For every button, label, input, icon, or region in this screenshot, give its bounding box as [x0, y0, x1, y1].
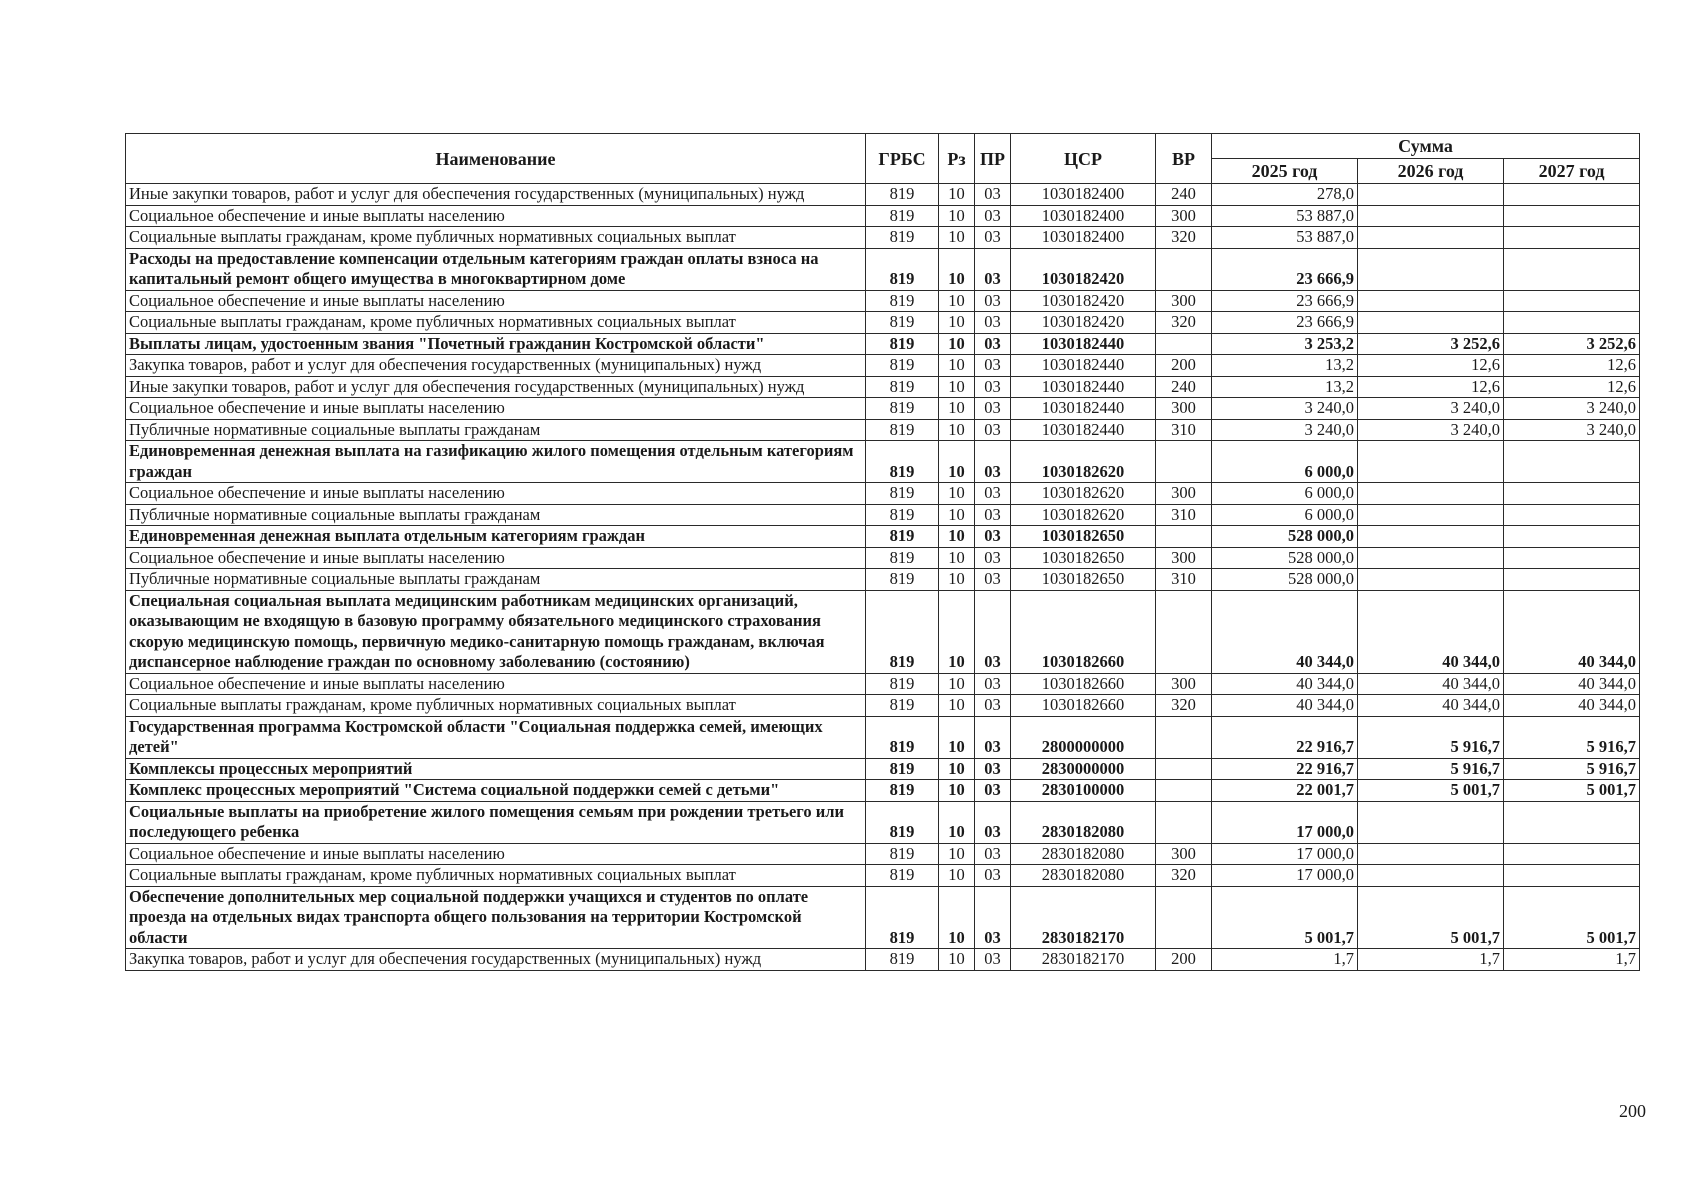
cell-2025: 5 001,7 [1212, 886, 1358, 949]
cell-2026: 3 240,0 [1358, 398, 1504, 420]
cell-csr: 2830182080 [1011, 801, 1156, 843]
cell-pr: 03 [975, 376, 1011, 398]
cell-pr: 03 [975, 695, 1011, 717]
cell-rz: 10 [939, 949, 975, 971]
cell-pr: 03 [975, 526, 1011, 548]
cell-pr: 03 [975, 949, 1011, 971]
cell-csr: 1030182620 [1011, 441, 1156, 483]
cell-pr: 03 [975, 504, 1011, 526]
cell-vr: 300 [1156, 673, 1212, 695]
table-body [126, 184, 1640, 971]
cell-pr: 03 [975, 227, 1011, 249]
cell-vr: 300 [1156, 843, 1212, 865]
table-row [126, 843, 1640, 865]
cell-csr: 1030182400 [1011, 205, 1156, 227]
cell-csr: 1030182440 [1011, 376, 1156, 398]
table-row [126, 290, 1640, 312]
cell-2027: 3 252,6 [1504, 333, 1640, 355]
cell-grbs: 819 [866, 865, 939, 887]
cell-vr: 300 [1156, 205, 1212, 227]
cell-2027 [1504, 483, 1640, 505]
header-sum: Сумма [1212, 134, 1640, 159]
table-row [126, 398, 1640, 420]
cell-vr: 200 [1156, 355, 1212, 377]
cell-csr: 1030182660 [1011, 673, 1156, 695]
cell-grbs: 819 [866, 526, 939, 548]
cell-grbs: 819 [866, 547, 939, 569]
cell-name: Иные закупки товаров, работ и услуг для обеспечения государственных (муниципальных) нужд [126, 184, 866, 206]
cell-2025: 53 887,0 [1212, 205, 1358, 227]
cell-2026 [1358, 526, 1504, 548]
cell-csr: 1030182440 [1011, 419, 1156, 441]
cell-csr: 2830182080 [1011, 843, 1156, 865]
cell-2025: 13,2 [1212, 376, 1358, 398]
cell-2026 [1358, 547, 1504, 569]
table-row [126, 205, 1640, 227]
header-2025: 2025 год [1212, 159, 1358, 184]
cell-pr: 03 [975, 716, 1011, 758]
cell-rz: 10 [939, 758, 975, 780]
cell-vr: 310 [1156, 504, 1212, 526]
table-header [126, 134, 1640, 184]
cell-name: Комплексы процессных мероприятий [126, 758, 866, 780]
cell-csr: 1030182660 [1011, 695, 1156, 717]
cell-2025: 3 240,0 [1212, 398, 1358, 420]
table-row [126, 569, 1640, 591]
cell-grbs: 819 [866, 248, 939, 290]
cell-2027 [1504, 801, 1640, 843]
header-rz: Рз [939, 134, 975, 184]
cell-pr: 03 [975, 780, 1011, 802]
cell-grbs: 819 [866, 419, 939, 441]
cell-2026 [1358, 248, 1504, 290]
cell-csr: 1030182620 [1011, 483, 1156, 505]
cell-2025: 6 000,0 [1212, 483, 1358, 505]
cell-2027 [1504, 205, 1640, 227]
cell-2027: 5 916,7 [1504, 716, 1640, 758]
cell-2025: 6 000,0 [1212, 441, 1358, 483]
cell-pr: 03 [975, 355, 1011, 377]
cell-vr [1156, 590, 1212, 673]
cell-csr: 2800000000 [1011, 716, 1156, 758]
cell-vr: 300 [1156, 547, 1212, 569]
cell-csr: 1030182650 [1011, 526, 1156, 548]
cell-grbs: 819 [866, 398, 939, 420]
table-row [126, 483, 1640, 505]
cell-grbs: 819 [866, 949, 939, 971]
cell-name: Выплаты лицам, удостоенным звания "Почетный гражданин Костромской области" [126, 333, 866, 355]
cell-csr: 1030182650 [1011, 547, 1156, 569]
table-row [126, 801, 1640, 843]
cell-vr: 200 [1156, 949, 1212, 971]
cell-2025: 1,7 [1212, 949, 1358, 971]
cell-grbs: 819 [866, 184, 939, 206]
cell-vr: 300 [1156, 483, 1212, 505]
cell-rz: 10 [939, 290, 975, 312]
cell-2025: 17 000,0 [1212, 843, 1358, 865]
cell-pr: 03 [975, 248, 1011, 290]
cell-2027 [1504, 184, 1640, 206]
cell-rz: 10 [939, 419, 975, 441]
cell-2027 [1504, 290, 1640, 312]
cell-pr: 03 [975, 865, 1011, 887]
cell-rz: 10 [939, 590, 975, 673]
cell-name: Социальные выплаты гражданам, кроме публичных нормативных социальных выплат [126, 312, 866, 334]
table-row [126, 355, 1640, 377]
cell-csr: 2830182080 [1011, 865, 1156, 887]
header-2027: 2027 год [1504, 159, 1640, 184]
cell-vr: 240 [1156, 376, 1212, 398]
cell-rz: 10 [939, 886, 975, 949]
cell-2027: 1,7 [1504, 949, 1640, 971]
cell-vr [1156, 526, 1212, 548]
cell-grbs: 819 [866, 441, 939, 483]
cell-2026 [1358, 290, 1504, 312]
cell-2027 [1504, 547, 1640, 569]
cell-csr: 1030182420 [1011, 248, 1156, 290]
cell-2025: 40 344,0 [1212, 695, 1358, 717]
cell-2025: 53 887,0 [1212, 227, 1358, 249]
cell-2026 [1358, 441, 1504, 483]
cell-rz: 10 [939, 227, 975, 249]
cell-rz: 10 [939, 547, 975, 569]
cell-name: Обеспечение дополнительных мер социальной поддержки учащихся и студентов по оплате проезда на отдельных видах транспорта общего пользования на территории Костромской области [126, 886, 866, 949]
cell-grbs: 819 [866, 227, 939, 249]
cell-2027 [1504, 312, 1640, 334]
cell-2025: 40 344,0 [1212, 590, 1358, 673]
table-row [126, 886, 1640, 949]
cell-csr: 2830000000 [1011, 758, 1156, 780]
cell-2025: 278,0 [1212, 184, 1358, 206]
cell-csr: 1030182620 [1011, 504, 1156, 526]
cell-csr: 1030182400 [1011, 184, 1156, 206]
cell-2027: 5 001,7 [1504, 780, 1640, 802]
cell-name: Социальные выплаты на приобретение жилого помещения семьям при рождении третьего или последующего ребенка [126, 801, 866, 843]
cell-vr: 320 [1156, 227, 1212, 249]
cell-rz: 10 [939, 333, 975, 355]
table-row [126, 526, 1640, 548]
cell-2025: 3 240,0 [1212, 419, 1358, 441]
cell-rz: 10 [939, 695, 975, 717]
cell-name: Комплекс процессных мероприятий "Система социальной поддержки семей с детьми" [126, 780, 866, 802]
cell-pr: 03 [975, 184, 1011, 206]
cell-pr: 03 [975, 547, 1011, 569]
table-row [126, 333, 1640, 355]
cell-2025: 23 666,9 [1212, 248, 1358, 290]
cell-name: Закупка товаров, работ и услуг для обеспечения государственных (муниципальных) нужд [126, 355, 866, 377]
cell-2027 [1504, 504, 1640, 526]
cell-name: Единовременная денежная выплата на газификацию жилого помещения отдельным категориям граждан [126, 441, 866, 483]
cell-grbs: 819 [866, 780, 939, 802]
cell-name: Социальное обеспечение и иные выплаты населению [126, 547, 866, 569]
cell-name: Социальное обеспечение и иные выплаты населению [126, 205, 866, 227]
cell-vr [1156, 248, 1212, 290]
cell-2025: 13,2 [1212, 355, 1358, 377]
table-row [126, 419, 1640, 441]
cell-2027 [1504, 569, 1640, 591]
cell-rz: 10 [939, 376, 975, 398]
cell-vr [1156, 801, 1212, 843]
cell-vr [1156, 333, 1212, 355]
cell-grbs: 819 [866, 590, 939, 673]
cell-2026 [1358, 569, 1504, 591]
cell-name: Социальное обеспечение и иные выплаты населению [126, 843, 866, 865]
table-row [126, 441, 1640, 483]
cell-name: Социальное обеспечение и иные выплаты населению [126, 398, 866, 420]
cell-2027: 3 240,0 [1504, 398, 1640, 420]
cell-vr: 300 [1156, 290, 1212, 312]
cell-grbs: 819 [866, 483, 939, 505]
cell-rz: 10 [939, 483, 975, 505]
table-row [126, 758, 1640, 780]
cell-csr: 1030182420 [1011, 290, 1156, 312]
header-name: Наименование [126, 134, 866, 184]
cell-pr: 03 [975, 483, 1011, 505]
cell-vr: 310 [1156, 419, 1212, 441]
cell-pr: 03 [975, 333, 1011, 355]
cell-grbs: 819 [866, 205, 939, 227]
cell-grbs: 819 [866, 801, 939, 843]
cell-csr: 1030182650 [1011, 569, 1156, 591]
cell-name: Публичные нормативные социальные выплаты гражданам [126, 504, 866, 526]
cell-2026: 5 916,7 [1358, 716, 1504, 758]
cell-grbs: 819 [866, 716, 939, 758]
cell-grbs: 819 [866, 312, 939, 334]
cell-2026 [1358, 843, 1504, 865]
cell-2026 [1358, 205, 1504, 227]
cell-name: Социальные выплаты гражданам, кроме публичных нормативных социальных выплат [126, 227, 866, 249]
cell-grbs: 819 [866, 569, 939, 591]
cell-2025: 22 916,7 [1212, 716, 1358, 758]
cell-2025: 6 000,0 [1212, 504, 1358, 526]
cell-pr: 03 [975, 843, 1011, 865]
cell-grbs: 819 [866, 355, 939, 377]
cell-2026: 40 344,0 [1358, 695, 1504, 717]
cell-pr: 03 [975, 419, 1011, 441]
table-row [126, 949, 1640, 971]
table-row [126, 227, 1640, 249]
table-row [126, 716, 1640, 758]
table-row [126, 376, 1640, 398]
cell-rz: 10 [939, 504, 975, 526]
cell-2026 [1358, 184, 1504, 206]
header-grbs: ГРБС [866, 134, 939, 184]
cell-2025: 528 000,0 [1212, 547, 1358, 569]
cell-name: Социальное обеспечение и иные выплаты населению [126, 673, 866, 695]
cell-2027: 12,6 [1504, 355, 1640, 377]
cell-rz: 10 [939, 205, 975, 227]
cell-rz: 10 [939, 355, 975, 377]
cell-csr: 1030182400 [1011, 227, 1156, 249]
cell-vr [1156, 758, 1212, 780]
cell-2027 [1504, 843, 1640, 865]
table-row [126, 312, 1640, 334]
cell-name: Публичные нормативные социальные выплаты гражданам [126, 569, 866, 591]
cell-2025: 3 253,2 [1212, 333, 1358, 355]
cell-2025: 40 344,0 [1212, 673, 1358, 695]
cell-pr: 03 [975, 290, 1011, 312]
cell-name: Социальное обеспечение и иные выплаты населению [126, 290, 866, 312]
cell-2027: 12,6 [1504, 376, 1640, 398]
cell-csr: 1030182660 [1011, 590, 1156, 673]
cell-csr: 1030182440 [1011, 398, 1156, 420]
cell-vr [1156, 886, 1212, 949]
page-number: 200 [1619, 1101, 1646, 1121]
cell-rz: 10 [939, 248, 975, 290]
cell-csr: 2830182170 [1011, 886, 1156, 949]
cell-rz: 10 [939, 673, 975, 695]
cell-2026 [1358, 865, 1504, 887]
cell-pr: 03 [975, 886, 1011, 949]
cell-2026 [1358, 312, 1504, 334]
cell-2027 [1504, 441, 1640, 483]
cell-name: Государственная программа Костромской области "Социальная поддержка семей, имеющих детей" [126, 716, 866, 758]
cell-name: Публичные нормативные социальные выплаты гражданам [126, 419, 866, 441]
cell-2026: 40 344,0 [1358, 673, 1504, 695]
table-row [126, 673, 1640, 695]
cell-pr: 03 [975, 441, 1011, 483]
cell-pr: 03 [975, 801, 1011, 843]
cell-name: Иные закупки товаров, работ и услуг для обеспечения государственных (муниципальных) нужд [126, 376, 866, 398]
cell-pr: 03 [975, 758, 1011, 780]
table-row [126, 547, 1640, 569]
cell-rz: 10 [939, 312, 975, 334]
cell-2025: 528 000,0 [1212, 569, 1358, 591]
cell-csr: 2830100000 [1011, 780, 1156, 802]
cell-csr: 1030182420 [1011, 312, 1156, 334]
cell-2025: 22 916,7 [1212, 758, 1358, 780]
cell-pr: 03 [975, 590, 1011, 673]
cell-vr: 320 [1156, 695, 1212, 717]
table-row [126, 504, 1640, 526]
cell-rz: 10 [939, 780, 975, 802]
cell-2025: 528 000,0 [1212, 526, 1358, 548]
cell-2026: 3 240,0 [1358, 419, 1504, 441]
cell-name: Единовременная денежная выплата отдельным категориям граждан [126, 526, 866, 548]
cell-2026 [1358, 504, 1504, 526]
cell-rz: 10 [939, 441, 975, 483]
cell-2027: 40 344,0 [1504, 590, 1640, 673]
cell-vr [1156, 716, 1212, 758]
cell-2027: 5 916,7 [1504, 758, 1640, 780]
cell-2025: 23 666,9 [1212, 312, 1358, 334]
cell-2025: 17 000,0 [1212, 865, 1358, 887]
cell-2025: 22 001,7 [1212, 780, 1358, 802]
cell-grbs: 819 [866, 886, 939, 949]
table-row [126, 590, 1640, 673]
cell-grbs: 819 [866, 673, 939, 695]
cell-pr: 03 [975, 673, 1011, 695]
cell-grbs: 819 [866, 333, 939, 355]
cell-2027: 40 344,0 [1504, 673, 1640, 695]
header-vr: ВР [1156, 134, 1212, 184]
cell-vr [1156, 780, 1212, 802]
cell-vr [1156, 441, 1212, 483]
header-2026: 2026 год [1358, 159, 1504, 184]
cell-2027 [1504, 227, 1640, 249]
cell-name: Социальное обеспечение и иные выплаты населению [126, 483, 866, 505]
cell-rz: 10 [939, 843, 975, 865]
cell-vr: 310 [1156, 569, 1212, 591]
cell-2026: 5 916,7 [1358, 758, 1504, 780]
cell-2026: 5 001,7 [1358, 780, 1504, 802]
cell-2026 [1358, 801, 1504, 843]
cell-csr: 2830182170 [1011, 949, 1156, 971]
header-csr: ЦСР [1011, 134, 1156, 184]
table-row [126, 248, 1640, 290]
cell-rz: 10 [939, 569, 975, 591]
budget-table [125, 133, 1640, 971]
table-row [126, 184, 1640, 206]
cell-name: Социальные выплаты гражданам, кроме публичных нормативных социальных выплат [126, 695, 866, 717]
cell-rz: 10 [939, 398, 975, 420]
cell-csr: 1030182440 [1011, 333, 1156, 355]
cell-rz: 10 [939, 801, 975, 843]
cell-vr: 320 [1156, 865, 1212, 887]
cell-2026: 5 001,7 [1358, 886, 1504, 949]
cell-rz: 10 [939, 184, 975, 206]
cell-grbs: 819 [866, 290, 939, 312]
cell-rz: 10 [939, 865, 975, 887]
cell-pr: 03 [975, 398, 1011, 420]
cell-2026: 12,6 [1358, 376, 1504, 398]
cell-2025: 23 666,9 [1212, 290, 1358, 312]
cell-rz: 10 [939, 716, 975, 758]
cell-2027 [1504, 248, 1640, 290]
cell-2026: 40 344,0 [1358, 590, 1504, 673]
cell-2027: 3 240,0 [1504, 419, 1640, 441]
cell-pr: 03 [975, 205, 1011, 227]
cell-2026 [1358, 227, 1504, 249]
cell-2026 [1358, 483, 1504, 505]
cell-name: Специальная социальная выплата медицинским работникам медицинских организаций, оказывающим не входящую в базовую программу обязательного медицинского страхования скорую медицинскую помощь, первичную медико-санитарную помощь гражданам, включая диспансерное наблюдение граждан по основному заболеванию (состоянию) [126, 590, 866, 673]
cell-grbs: 819 [866, 695, 939, 717]
cell-2026: 1,7 [1358, 949, 1504, 971]
cell-name: Закупка товаров, работ и услуг для обеспечения государственных (муниципальных) нужд [126, 949, 866, 971]
table-row [126, 780, 1640, 802]
cell-vr: 300 [1156, 398, 1212, 420]
cell-2026: 12,6 [1358, 355, 1504, 377]
cell-2027 [1504, 865, 1640, 887]
table-row [126, 865, 1640, 887]
cell-2027: 5 001,7 [1504, 886, 1640, 949]
cell-vr: 240 [1156, 184, 1212, 206]
cell-csr: 1030182440 [1011, 355, 1156, 377]
table-row [126, 695, 1640, 717]
cell-name: Расходы на предоставление компенсации отдельным категориям граждан оплаты взноса на капитальный ремонт общего имущества в многоквартирном доме [126, 248, 866, 290]
header-pr: ПР [975, 134, 1011, 184]
cell-pr: 03 [975, 569, 1011, 591]
cell-grbs: 819 [866, 843, 939, 865]
cell-grbs: 819 [866, 376, 939, 398]
cell-grbs: 819 [866, 758, 939, 780]
cell-rz: 10 [939, 526, 975, 548]
cell-2027: 40 344,0 [1504, 695, 1640, 717]
cell-2027 [1504, 526, 1640, 548]
cell-2025: 17 000,0 [1212, 801, 1358, 843]
cell-grbs: 819 [866, 504, 939, 526]
cell-2026: 3 252,6 [1358, 333, 1504, 355]
cell-name: Социальные выплаты гражданам, кроме публичных нормативных социальных выплат [126, 865, 866, 887]
cell-pr: 03 [975, 312, 1011, 334]
cell-vr: 320 [1156, 312, 1212, 334]
